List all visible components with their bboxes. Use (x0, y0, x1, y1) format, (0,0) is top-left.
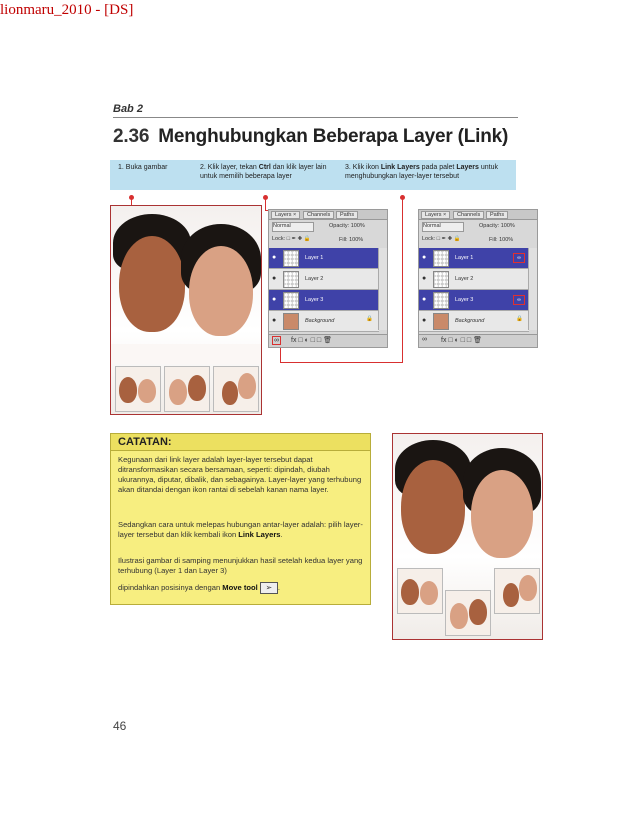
footer-icons[interactable]: fx □ ◐ □ □ 🗑 (291, 337, 332, 344)
layer-row-background[interactable]: ● Background 🔒 (419, 311, 529, 332)
man-face (119, 236, 185, 332)
link-icon: ∞ (513, 253, 525, 263)
note-heading: CATATAN: (118, 436, 172, 448)
layers-panel-step3: Layers × Channels Paths Normal Opacity: 100% Lock: □ ✒ ✚ 🔒 Fill: 100% ● Layer 1 ∞ ● Layer 2 ● Layer 3 ∞ ● Background 🔒 ∞ fx □ ◐ □ □ 🗑 (418, 209, 538, 348)
eye-icon[interactable]: ● (422, 317, 427, 324)
blend-mode-select[interactable]: Normal (422, 222, 464, 232)
woman-face (471, 470, 533, 558)
moved-thumbnail-1 (397, 568, 443, 614)
layer-row-2[interactable]: ● Layer 2 (269, 269, 379, 290)
opacity-value[interactable]: 100% (350, 223, 365, 229)
woman-face (189, 246, 253, 336)
eye-icon[interactable]: ● (272, 317, 277, 324)
move-tool-icon: ➢ (260, 582, 278, 594)
header-rule (113, 117, 518, 118)
panel-scrollbar[interactable] (528, 248, 537, 330)
panel-scrollbar[interactable] (378, 248, 387, 330)
note-paragraph-4: dipindahkan posisinya dengan Move tool ➢ . (118, 583, 280, 592)
lock-icons[interactable]: □ ✒ ✚ 🔒 (286, 236, 311, 242)
tab-channels[interactable]: Channels (303, 211, 334, 219)
eye-icon[interactable]: ● (422, 254, 427, 261)
eye-icon[interactable]: ● (272, 296, 277, 303)
layer-row-background[interactable]: ● Background 🔒 (269, 311, 379, 332)
layer-row-1[interactable]: ● Layer 1 ∞ (419, 248, 529, 269)
lock-icon: 🔒 (516, 316, 523, 322)
moved-thumbnail-2 (445, 590, 491, 636)
fill-value[interactable]: 100% (349, 237, 364, 243)
layers-panel-step2: Layers × Channels Paths Normal Opacity: 100% Lock: □ ✒ ✚ 🔒 Fill: 100% ● Layer 1 ● Layer 2 ● Layer 3 ● Background 🔒 ∞ fx □ ◐ □ □ 🗑 (268, 209, 388, 348)
layer-row-1[interactable]: ● Layer 1 (269, 248, 379, 269)
thumbnail-2 (164, 366, 210, 412)
link-layers-icon[interactable]: ∞ (422, 336, 427, 343)
result-photo (392, 433, 543, 640)
blend-mode-select[interactable]: Normal (272, 222, 314, 232)
footer-icons[interactable]: fx □ ◐ □ □ 🗑 (441, 337, 482, 344)
step-2: 2. Klik layer, tekan Ctrl dan klik layer lain untuk memilih beberapa layer (200, 164, 327, 180)
tab-paths[interactable]: Paths (336, 211, 358, 219)
thumbnail-1 (115, 366, 161, 412)
layer-row-3[interactable]: ● Layer 3 ∞ (419, 290, 529, 311)
tab-layers[interactable]: Layers × (271, 211, 300, 219)
link-layers-icon[interactable]: ∞ (274, 337, 279, 344)
chapter-label: Bab 2 (113, 103, 143, 115)
note-box (110, 433, 371, 605)
eye-icon[interactable]: ● (422, 275, 427, 282)
eye-icon[interactable]: ● (272, 275, 277, 282)
panel-footer (419, 334, 537, 347)
tab-paths[interactable]: Paths (486, 211, 508, 219)
tab-layers[interactable]: Layers × (421, 211, 450, 219)
watermark: lionmaru_2010 - [DS] (0, 2, 134, 18)
eye-icon[interactable]: ● (422, 296, 427, 303)
man-face (401, 460, 465, 554)
connector-3 (402, 197, 403, 363)
lock-icons[interactable]: □ ✒ ✚ 🔒 (436, 236, 461, 242)
note-paragraph-3: Ilustrasi gambar di samping menunjukkan hasil setelah kedua layer yang terhubung (Layer 1 dan Layer 3) (118, 556, 363, 575)
moved-thumbnail-3 (494, 568, 540, 614)
layer-row-2[interactable]: ● Layer 2 (419, 269, 529, 290)
link-icon: ∞ (513, 295, 525, 305)
fill-value[interactable]: 100% (499, 237, 514, 243)
panel-footer (269, 334, 387, 347)
section-number: 2.36 (113, 126, 150, 147)
thumbnail-3 (213, 366, 259, 412)
lock-icon: 🔒 (366, 316, 373, 322)
section-title: Menghubungkan Beberapa Layer (Link) (158, 126, 509, 147)
eye-icon[interactable]: ● (272, 254, 277, 261)
step-3: 3. Klik ikon Link Layers pada palet Layers untuk menghubungkan layer-layer tersebut (345, 164, 498, 180)
steps-bar (110, 160, 516, 190)
page-title (113, 126, 508, 148)
opacity-value[interactable]: 100% (500, 223, 515, 229)
note-paragraph-1: Kegunaan dari link layer adalah layer-layer tersebut dapat ditransformasikan secara bersamaan, seperti: dipindah, diubah ukurannya, diputar, dibalik, dan sebagainya. Layer-layer yang terhubung akan ditandai dengan ikon rantai di sebelah kanan nama layer. (118, 455, 362, 494)
couple-photo (110, 205, 262, 415)
connector-2 (265, 197, 266, 211)
connector-3b (280, 362, 403, 363)
note-paragraph-2: Sedangkan cara untuk melepas hubungan antar-layer adalah: pilih layer-layer tersebut dan klik kembali ikon Link Layers. (118, 520, 363, 539)
tab-channels[interactable]: Channels (453, 211, 484, 219)
layer-row-3[interactable]: ● Layer 3 (269, 290, 379, 311)
page-number: 46 (113, 719, 127, 733)
step-1: 1. Buka gambar (118, 164, 168, 171)
